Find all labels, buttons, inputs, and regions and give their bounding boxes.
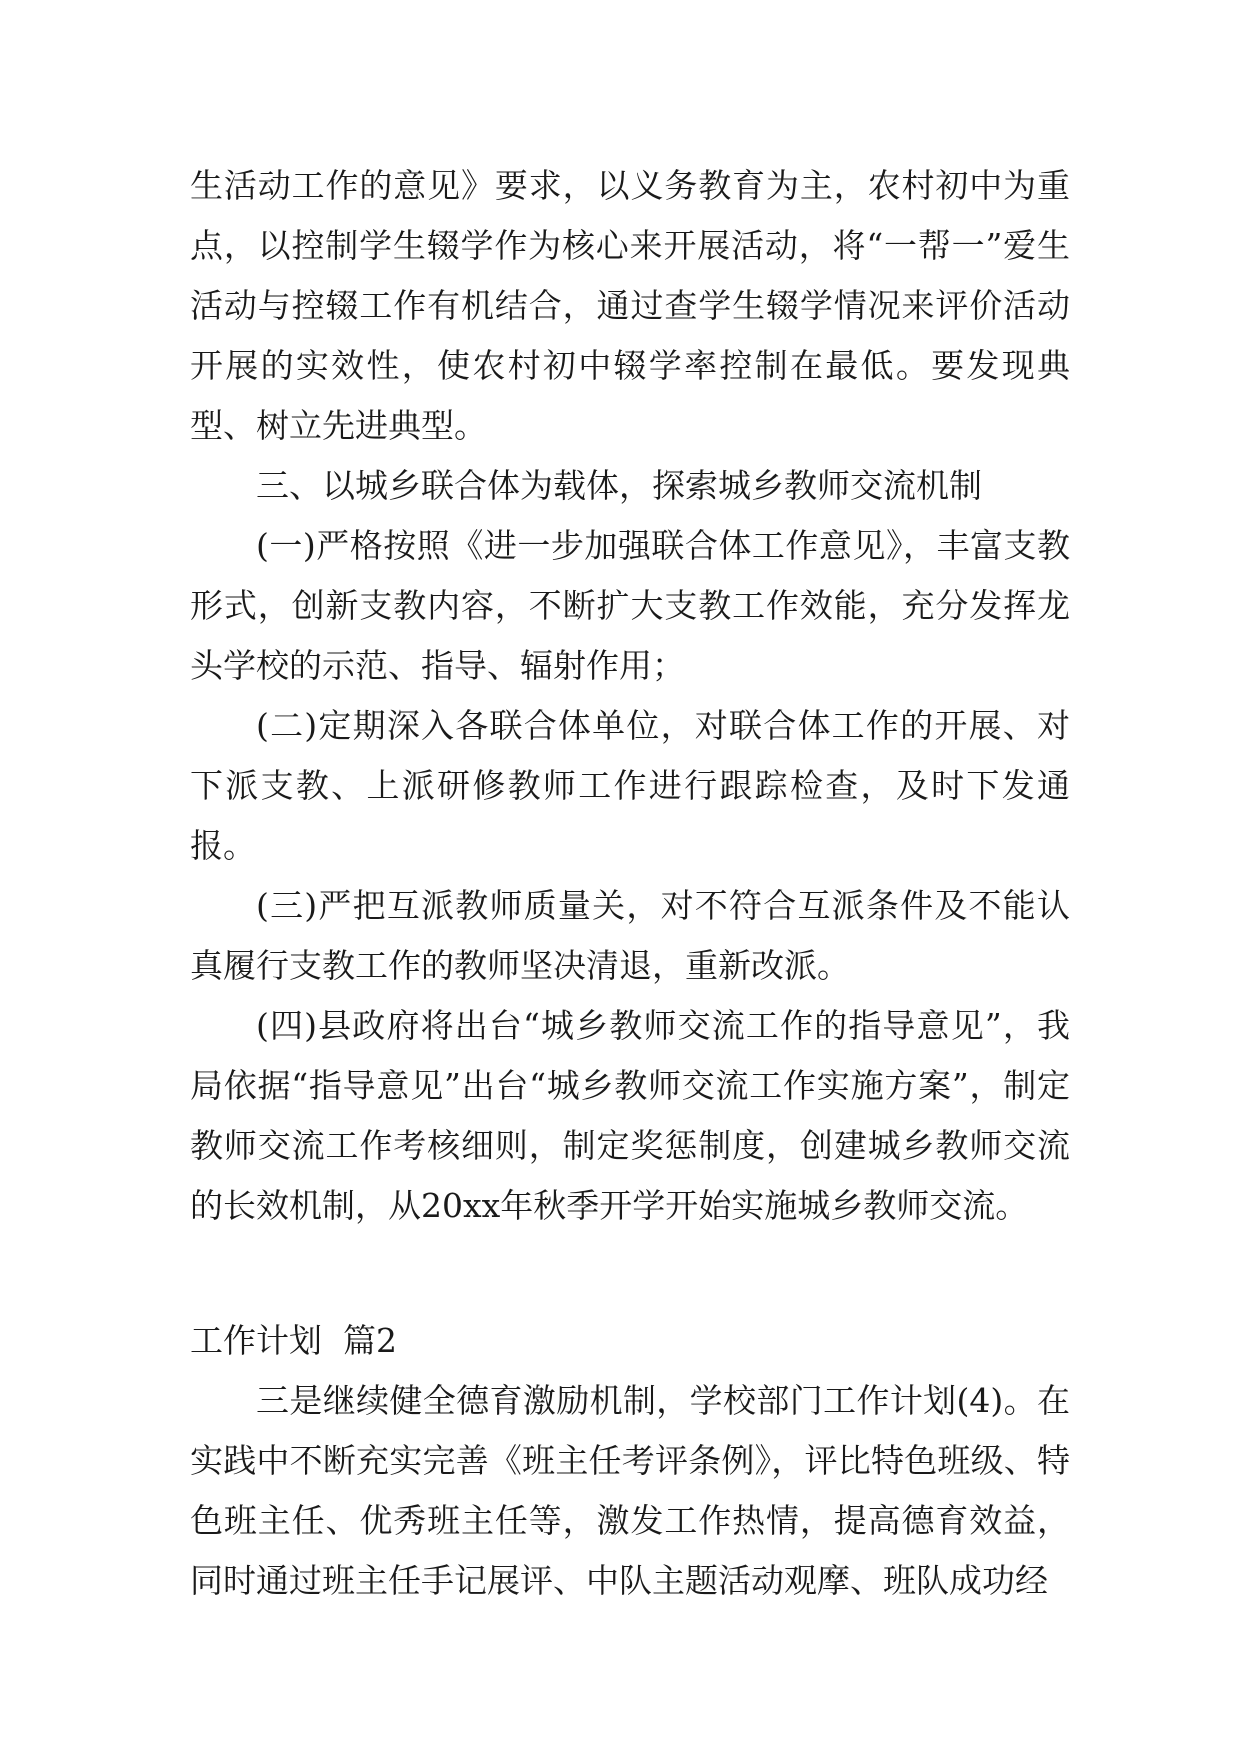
- document-page: [190, 156, 1070, 1611]
- paragraph-section-2: 三是继续健全德育激励机制，学校部门工作计划(4)。在实践中不断充实完善《班主任考评条例》，评比特色班级、特色班主任、优秀班主任等，激发工作热情，提高德育效益，同时通过班主任手记展评、中队主题活动观摩、班队成功经: [190, 1381, 1070, 1600]
- paragraph-continuation: 生活动工作的意见》要求，以义务教育为主，农村初中为重点，以控制学生辍学作为核心来开展活动，将“一帮一”爱生活动与控辍工作有机结合，通过查学生辍学情况来评价活动开展的实效性，使农村初中辍学率控制在最低。要发现典型、树立先进典型。: [190, 166, 1070, 445]
- paragraph-item-3: (三)严把互派教师质量关，对不符合互派条件及不能认真履行支教工作的教师坚决清退，重新改派。: [190, 886, 1070, 985]
- paragraph-item-4: (四)县政府将出台“城乡教师交流工作的指导意见”，我局依据“指导意见”出台“城乡教师交流工作实施方案”，制定教师交流工作考核细则，制定奖惩制度，创建城乡教师交流的长效机制，从20xx年秋季开学开始实施城乡教师交流。: [190, 1006, 1070, 1225]
- section-heading-three: 三、以城乡联合体为载体，探索城乡教师交流机制: [256, 466, 982, 505]
- paragraph-item-2: (二)定期深入各联合体单位，对联合体工作的开展、对下派支教、上派研修教师工作进行跟踪检查，及时下发通报。: [190, 706, 1070, 865]
- section-title: 工作计划 篇2: [190, 1321, 397, 1360]
- section-spacer: [190, 1236, 1070, 1311]
- paragraph-item-1: (一)严格按照《进一步加强联合体工作意见》，丰富支教形式，创新支教内容，不断扩大支教工作效能，充分发挥龙头学校的示范、指导、辐射作用；: [190, 526, 1070, 685]
